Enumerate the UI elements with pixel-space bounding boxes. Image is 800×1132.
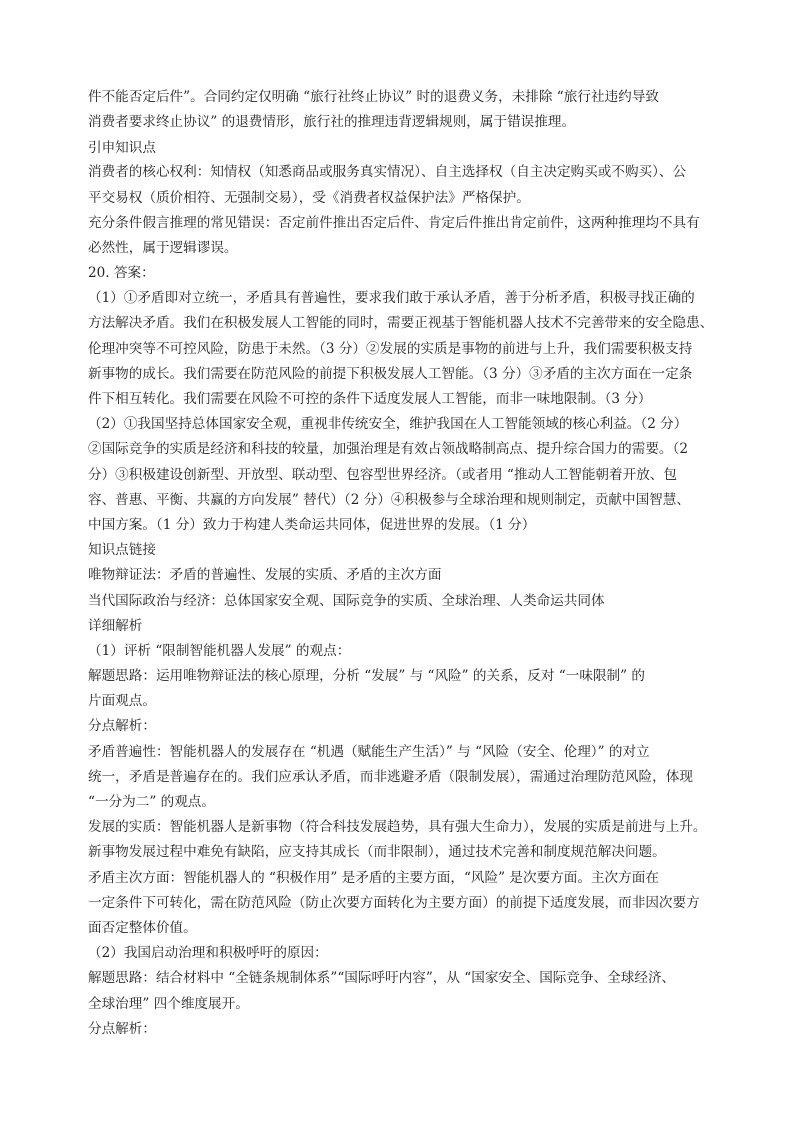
text-line: （1）评析 “限制智能机器人发展” 的观点：	[88, 643, 351, 659]
text-line: 一定条件下可转化，需在防范风险（防止次要方面转化为主要方面）的前提下适度发展，而非因次要方	[88, 895, 700, 911]
text-line: 新事物发展过程中难免有缺陷，应支持其成长（而非限制），通过技术完善和制度规范解决问题。	[88, 844, 666, 860]
text-line: 件下相互转化。我们需要在风险不可控的条件下适度发展人工智能，而非一味地限制。（3 分）	[88, 391, 652, 407]
text-line: 新事物的成长。我们需要在防范风险的前提下积极发展人工智能。（3 分）③矛盾的主次方面在一定条	[88, 366, 693, 382]
text-line: 统一，矛盾是普遍存在的。我们应承认矛盾，而非逃避矛盾（限制发展），需通过治理防范风险，体现	[88, 769, 693, 785]
text-line: 方法解决矛盾。我们在积极发展人工智能的同时，需要正视基于智能机器人技术不完善带来的安全隐患、	[88, 315, 714, 331]
text-line: （2）①我国坚持总体国家安全观，重视非传统安全，维护我国在人工智能领域的核心利益。（2 分）	[88, 416, 688, 432]
text-line: 矛盾主次方面：智能机器人的 “积极作用” 是矛盾的主要方面，“风险” 是次要方面。主次方面在	[88, 870, 659, 886]
text-line: 片面观点。	[88, 693, 156, 709]
text-line: 消费者要求终止协议” 的退费情形，旅行社的推理违背逻辑规则，属于错误推理。	[88, 114, 576, 130]
text-line: 解题思路：运用唯物辩证法的核心原理，分析 “发展” 与 “风险” 的关系，反对 “一味限制” 的	[88, 668, 645, 684]
text-line: 中国方案。（1 分）致力于构建人类命运共同体，促进世界的发展。（1 分）	[88, 517, 536, 533]
text-line: ②国际竞争的实质是经济和科技的较量，加强治理是有效占领战略制高点、提升综合国力的需要。（2	[88, 441, 688, 457]
text-line: 充分条件假言推理的常见错误：否定前件推出否定后件、肯定后件推出肯定前件，这两种推理均不具有	[88, 215, 700, 231]
text-line: 面否定整体价值。	[88, 920, 197, 936]
text-line: 平交易权（质价相符、无强制交易），受《消费者权益保护法》严格保护。	[88, 190, 530, 206]
text-line: 件不能否定后件”。合同约定仅明确 “旅行社终止协议” 时的退费义务，未排除 “旅行社违约导致	[88, 89, 659, 105]
text-line: （2）我国启动治理和积极呼吁的原因：	[88, 945, 328, 961]
text-line: 唯物辩证法：矛盾的普遍性、发展的实质、矛盾的主次方面	[88, 567, 442, 583]
text-line: 解题思路：结合材料中 “全链条规制体系”“国际呼吁内容”，从 “国家安全、国际竞争、全球经济、	[88, 970, 676, 986]
text-line: 容、普惠、平衡、共赢的方向发展” 替代）（2 分）④积极参与全球治理和规则制定，贡献中国智慧、	[88, 492, 690, 508]
text-line: 矛盾普遍性：智能机器人的发展存在 “机遇（赋能生产生活）” 与 “风险（安全、伦理）” 的对立	[88, 744, 650, 760]
text-line: （1）①矛盾即对立统一，矛盾具有普遍性，要求我们敢于承认矛盾，善于分析矛盾，积极寻找正确的	[88, 290, 695, 306]
text-line: 分点解析：	[88, 718, 156, 734]
text-line: 分点解析：	[88, 1021, 156, 1037]
text-line: 分）③积极建设创新型、开放型、联动型、包容型世界经济。（或者用 “推动人工智能朝着开放、包	[88, 467, 677, 483]
section-heading: 知识点链接	[88, 542, 156, 558]
text-line: 全球治理” 四个维度展开。	[88, 996, 249, 1012]
text-line: 发展的实质：智能机器人是新事物（符合科技发展趋势，具有强大生命力），发展的实质是前进与上升。	[88, 819, 707, 835]
section-heading: 详细解析	[88, 618, 143, 634]
text-line: 消费者的核心权利：知情权（知悉商品或服务真实情况）、自主选择权（自主决定购买或不购买）、公	[88, 164, 687, 180]
question-number: 20. 答案：	[88, 265, 155, 281]
section-heading: 引申知识点	[88, 140, 156, 156]
text-line: 伦理冲突等不可控风险，防患于未然。（3 分）②发展的实质是事物的前进与上升，我们需要积极支持	[88, 341, 693, 357]
text-line: “一分为二” 的观点。	[88, 794, 215, 810]
text-line: 当代国际政治与经济：总体国家安全观、国际竞争的实质、全球治理、人类命运共同体	[88, 593, 605, 609]
text-line: 必然性，属于逻辑谬误。	[88, 240, 238, 256]
